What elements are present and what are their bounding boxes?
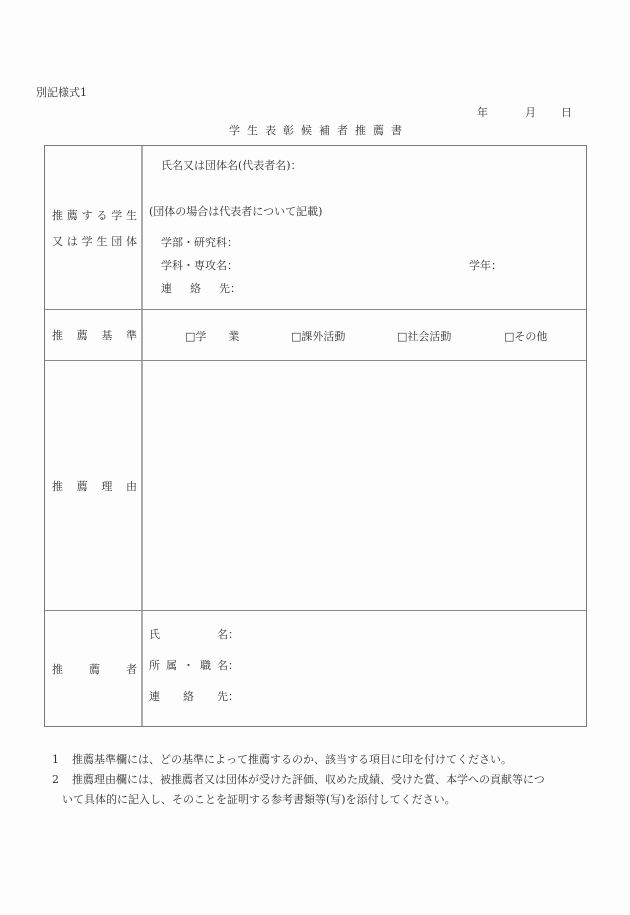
reason-input-area[interactable] [143,361,586,610]
notes-section [52,750,592,810]
group-note: (団体の場合は代表者について記載) [149,205,323,218]
recommender-contact-field[interactable]: 連 絡 先： [149,690,239,703]
student-contact-field[interactable]: 連 絡 先： [161,282,241,295]
recommendation-form-table [44,145,587,727]
criteria-options [185,328,547,344]
reason-label: 推 薦 理 由 [52,479,137,493]
recommender-label-cell [45,611,143,726]
recommender-affiliation-field[interactable]: 所 属 ・ 職 名： [149,659,239,672]
student-label-cell [45,146,143,309]
criteria-value-cell [143,310,586,360]
document-title: 学生表彰候補者推薦書 [229,124,409,137]
faculty-field[interactable]: 学部・研究科： [161,236,238,249]
checkbox-icon[interactable]: □ [185,330,196,343]
recommender-value-cell [143,611,586,726]
criteria-option-other[interactable]: □その他 [504,330,548,343]
recommender-name-field[interactable]: 氏 名： [149,628,239,641]
checkbox-icon[interactable]: □ [291,330,302,343]
school-year-field[interactable]: 学年： [469,259,502,272]
criteria-row [45,310,586,361]
checkbox-icon[interactable]: □ [504,330,515,343]
date-year-label: 年 [477,106,488,119]
recommender-row [45,611,586,726]
reason-label-cell [45,361,143,610]
criteria-option-social[interactable]: □社会活動 [397,330,452,343]
criteria-option-extracurricular[interactable]: □課外活動 [291,330,346,343]
student-name-field[interactable]: 氏名又は団体名(代表者名)： [161,159,302,172]
department-field[interactable]: 学科・専攻名： [161,259,238,272]
note-2: 2 推薦理由欄には、被推薦者又は団体が受けた評価、収めた成績、受けた賞、本学への貢献等につ [52,773,545,786]
criteria-label: 推 薦 基 準 [52,329,137,342]
date-line [477,104,573,120]
student-value-cell[interactable] [143,146,586,309]
criteria-option-academics[interactable]: □学 業 [185,330,240,343]
date-month-label: 月 [525,106,536,119]
student-label-line2: 又 は 学 生 団 体 [52,234,137,248]
recommender-label: 推 薦 者 [52,662,137,676]
checkbox-icon[interactable]: □ [397,330,408,343]
note-1: 1 推薦基準欄には、どの基準によって推薦するのか、該当する項目に印を付けてください。 [52,753,512,766]
date-day-label: 日 [561,106,572,119]
student-row [45,146,586,310]
note-2-continuation: いて具体的に記入し、そのことを証明する参考書類等(写)を添付してください。 [62,793,456,806]
criteria-label-cell [45,310,143,360]
reason-row [45,361,586,611]
form-number: 別記様式1 [36,86,87,99]
student-label-line1: 推 薦 す る 学 生 [52,208,137,222]
